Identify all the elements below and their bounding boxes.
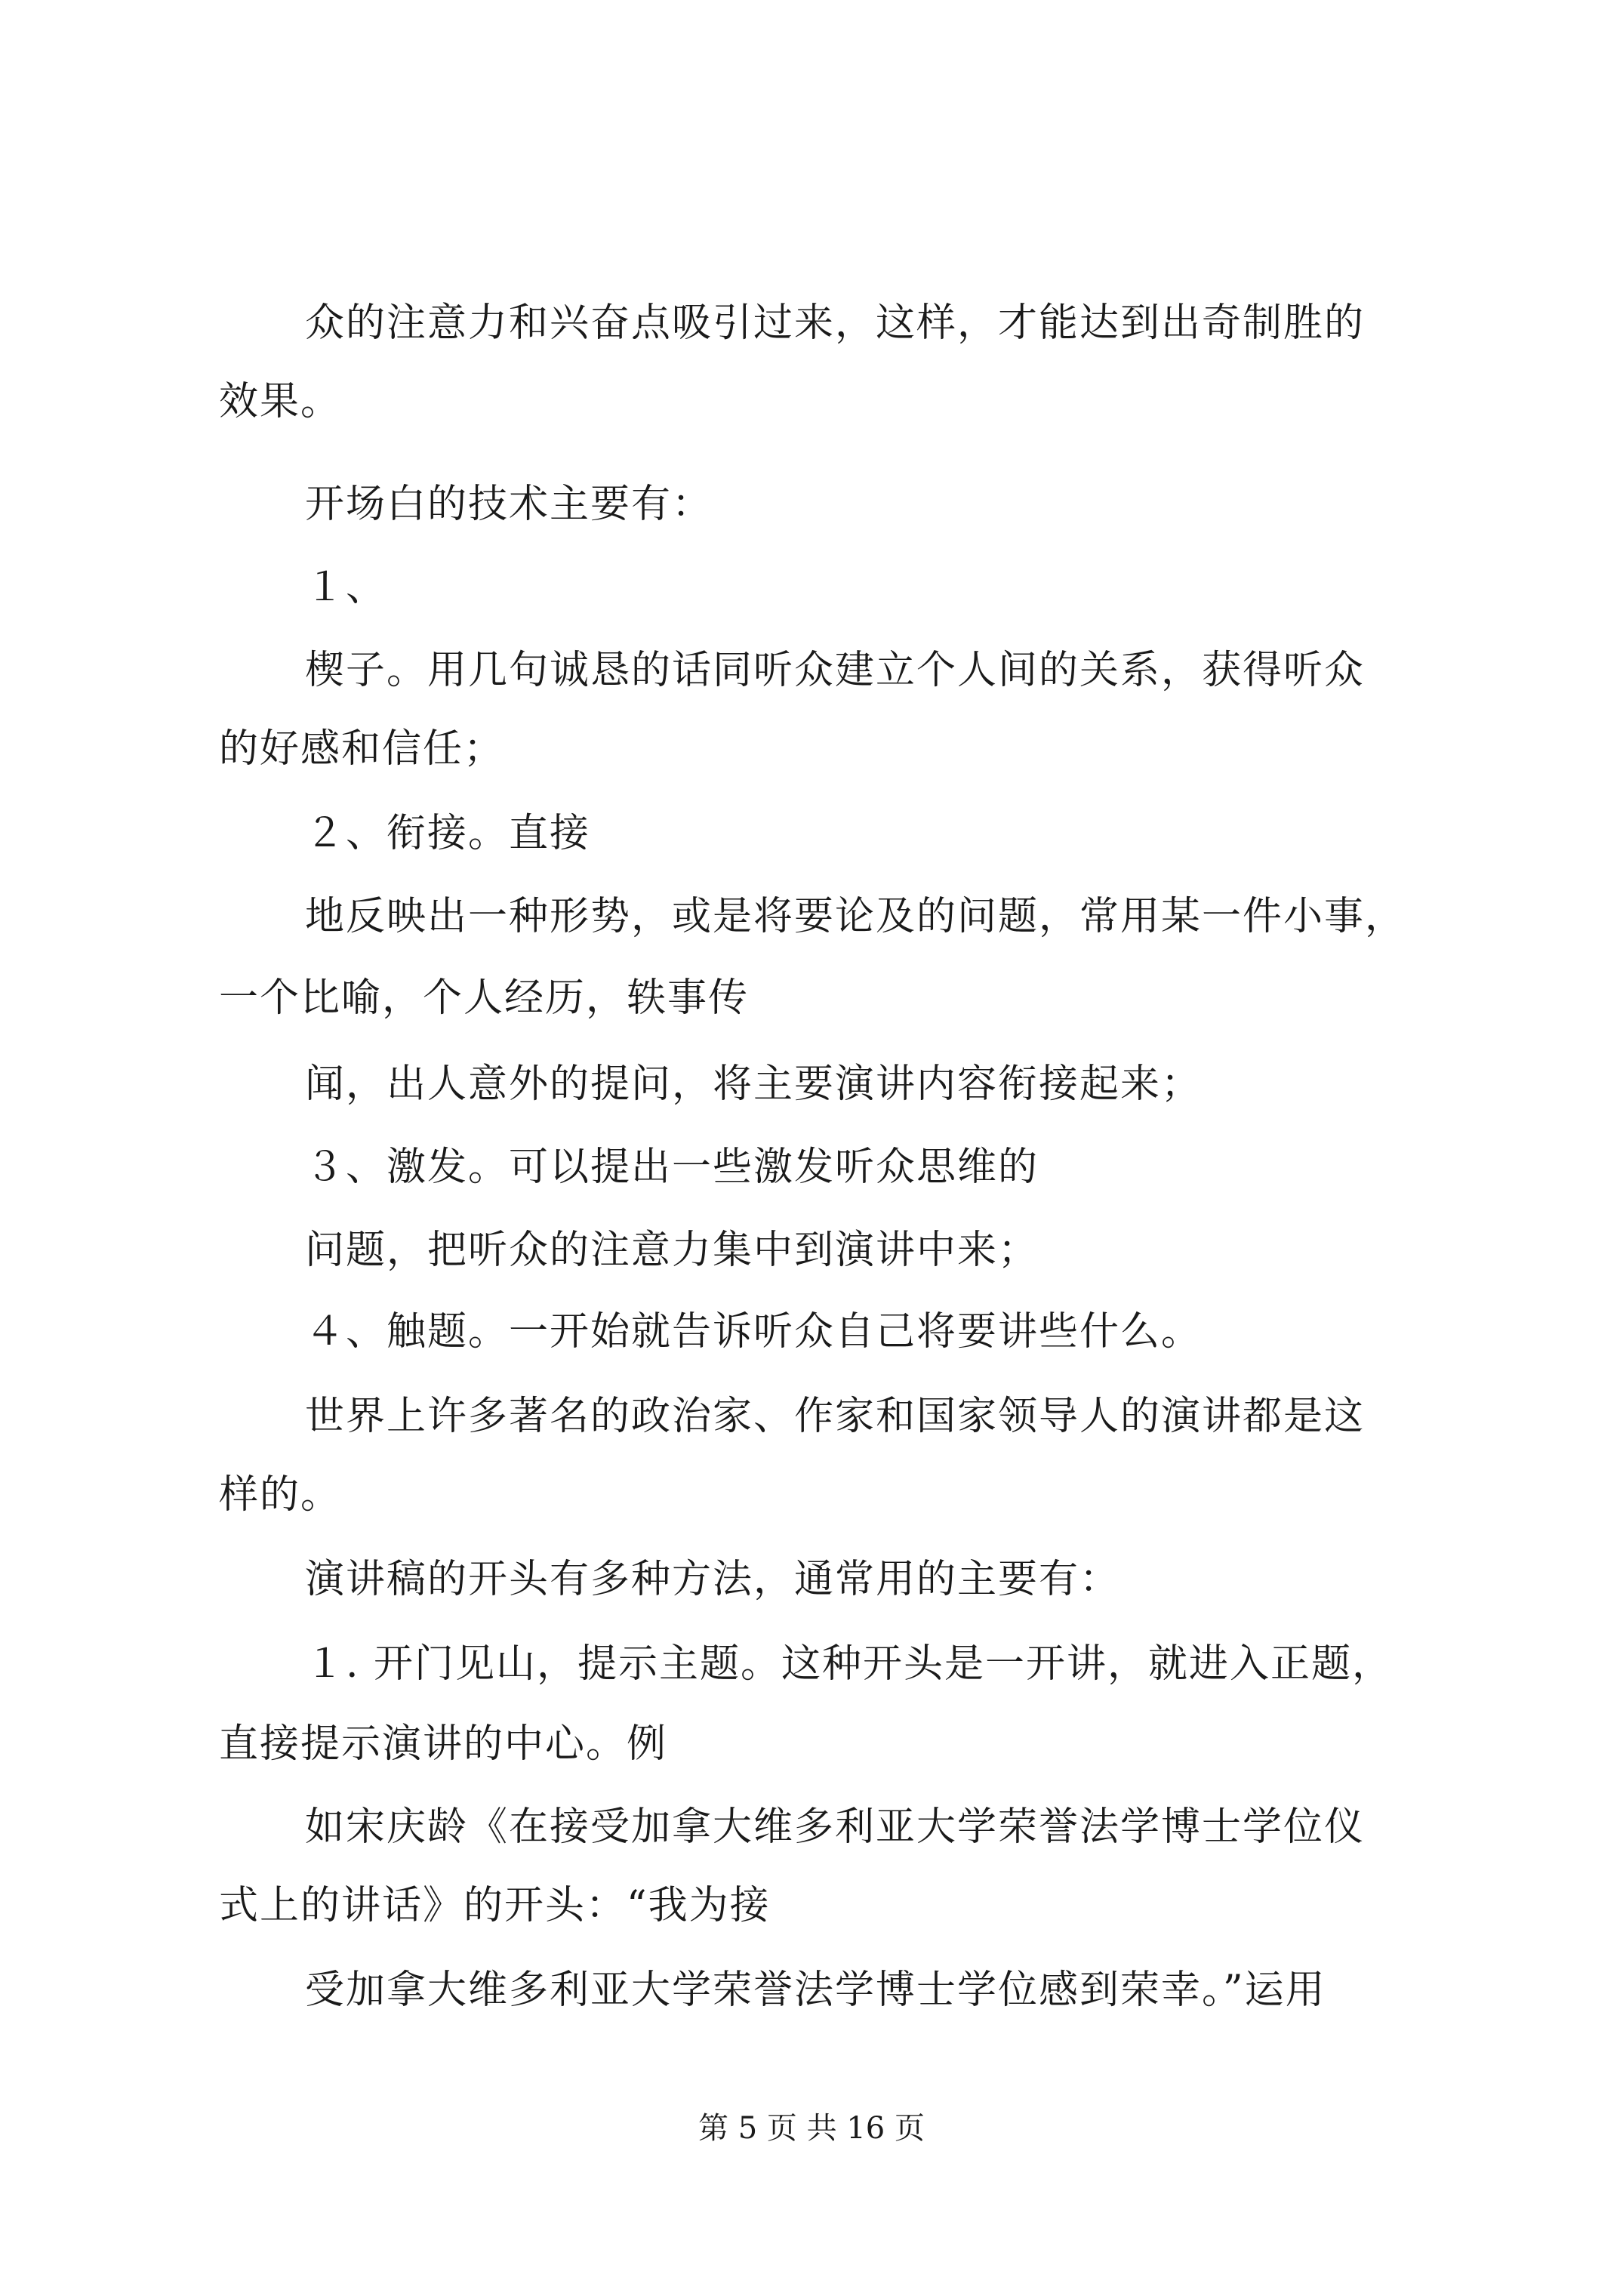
text-line: 受加拿大维多利亚大学荣誉法学博士学位感到荣幸。”运用: [305, 1968, 1326, 2013]
text-line: ２、衔接。直接: [305, 811, 591, 856]
text-line: 效果。: [219, 379, 342, 424]
text-line: １. 开门见山，提示主题。这种开头是一开讲，就进入正题，: [305, 1641, 1394, 1687]
text-line: 直接提示演讲的中心。例: [219, 1721, 668, 1767]
text-line: ３、激发。可以提出一些激发听众思维的: [305, 1145, 1039, 1190]
text-line: 地反映出一种形势，或是将要论及的问题，常用某一件小事，: [305, 894, 1406, 939]
text-line: 一个比喻，个人经历，轶事传: [219, 975, 750, 1021]
text-line: 闻，出人意外的提问，将主要演讲内容衔接起来；: [305, 1062, 1203, 1107]
text-line: 世界上许多著名的政治家、作家和国家领导人的演讲都是这: [305, 1394, 1366, 1439]
text-line: 演讲稿的开头有多种方法，通常用的主要有：: [305, 1557, 1121, 1602]
text-line: 如宋庆龄《在接受加拿大维多利亚大学荣誉法学博士学位仪: [305, 1804, 1366, 1850]
text-line: 问题，把听众的注意力集中到演讲中来；: [305, 1228, 1039, 1273]
text-line: 开场白的技术主要有：: [305, 482, 713, 527]
text-line: 的好感和信任；: [219, 726, 505, 772]
text-line: 样的。: [219, 1472, 342, 1518]
text-line: １、: [305, 565, 387, 610]
page-number-footer: 第 5 页 共 16 页: [698, 2111, 925, 2146]
text-line: 楔子。用几句诚恳的话同听众建立个人间的关系，获得听众: [305, 648, 1366, 693]
text-line: ４、触题。一开始就告诉听众自己将要讲些什么。: [305, 1309, 1203, 1354]
text-line: 众的注意力和兴奋点吸引过来，这样，才能达到出奇制胜的: [305, 300, 1366, 346]
text-line: 式上的讲话》的开头：“我为接: [219, 1883, 771, 1928]
